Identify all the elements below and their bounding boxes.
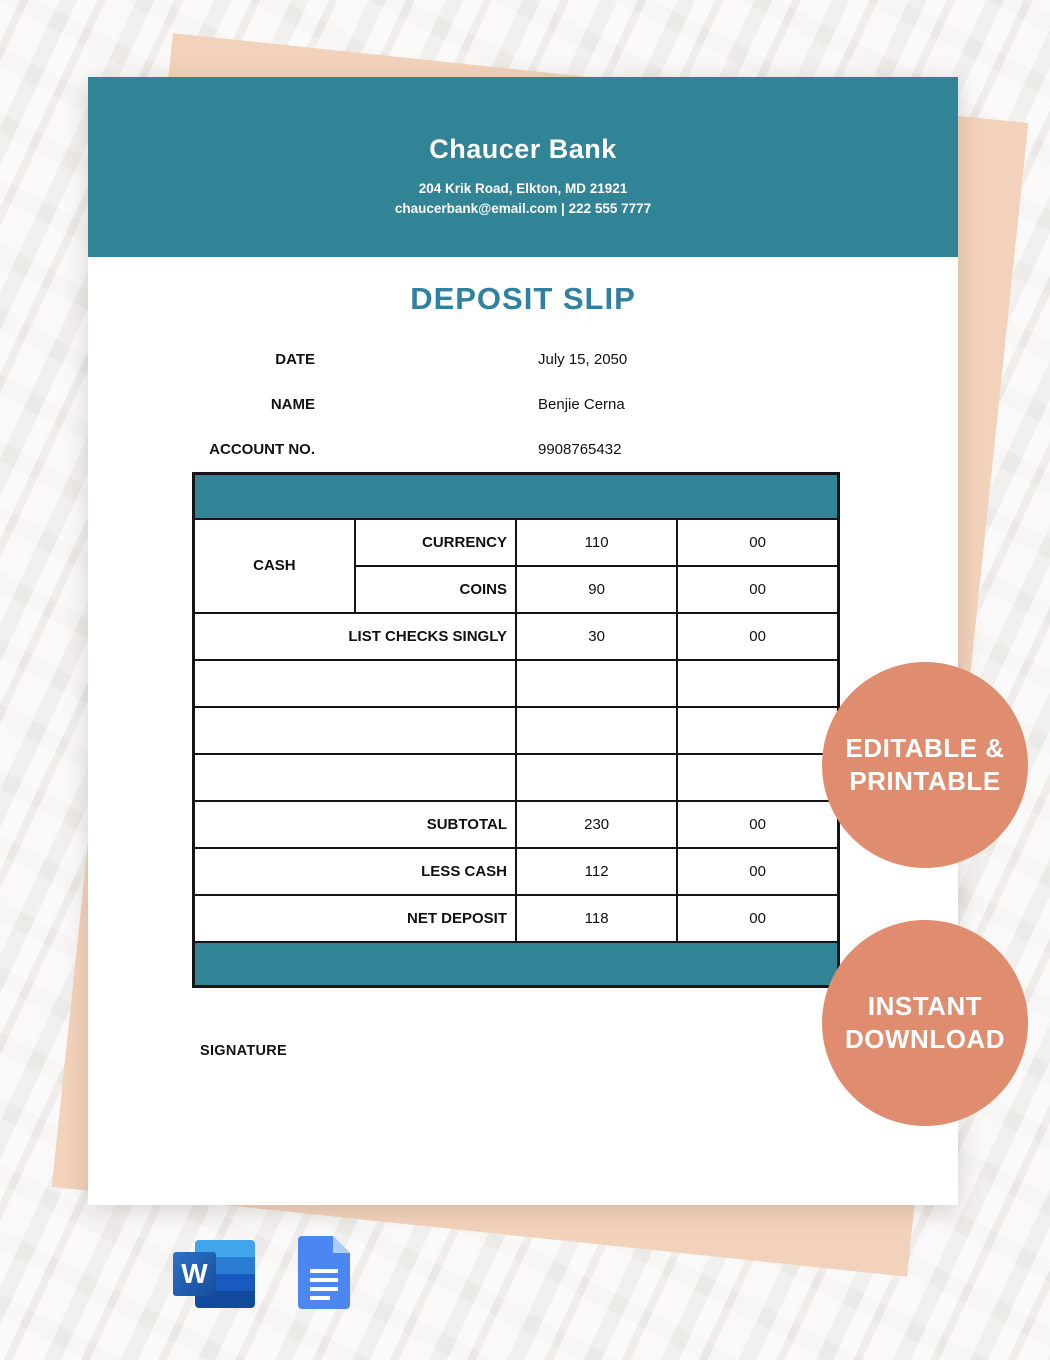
table-row-empty-1: [194, 660, 839, 707]
net-deposit-label-cell: NET DEPOSIT: [194, 895, 517, 942]
date-label: DATE: [275, 351, 315, 368]
account-no-value: 9908765432: [538, 441, 622, 458]
empty-cents-cell: [677, 660, 838, 707]
less-cash-cents-cell: 00: [677, 848, 838, 895]
table-row-net-deposit: [194, 895, 839, 942]
checks-amount-cell: 30: [516, 613, 677, 660]
table-row-less-cash: [194, 848, 839, 895]
instant-download-badge: [822, 920, 1028, 1126]
badge-line: EDITABLE &: [845, 733, 1005, 763]
coins-cents-cell: 00: [677, 566, 838, 613]
google-docs-icon[interactable]: [298, 1236, 350, 1309]
currency-cents-cell: 00: [677, 519, 838, 566]
table-row-subtotal: [194, 801, 839, 848]
field-row-name: [88, 396, 958, 441]
net-deposit-amount-cell: 118: [516, 895, 677, 942]
less-cash-amount-cell: 112: [516, 848, 677, 895]
less-cash-label-cell: LESS CASH: [194, 848, 517, 895]
table-row-checks: [194, 613, 839, 660]
empty-amount-cell: [516, 660, 677, 707]
badge-line: INSTANT: [867, 991, 983, 1021]
empty-amount-cell: [516, 754, 677, 801]
signature-label: SIGNATURE: [200, 1043, 288, 1059]
empty-label-cell: [194, 707, 517, 754]
fields-block: [88, 351, 958, 486]
word-letter-square: W: [173, 1252, 216, 1296]
page-title: DEPOSIT SLIP: [410, 281, 636, 316]
empty-label-cell: [194, 660, 517, 707]
table-row-currency: [194, 519, 839, 566]
empty-label-cell: [194, 754, 517, 801]
net-deposit-cents-cell: 00: [677, 895, 838, 942]
empty-cents-cell: [677, 707, 838, 754]
badge-line: PRINTABLE: [849, 766, 1001, 796]
account-no-label: ACCOUNT NO.: [209, 441, 315, 458]
deposit-table: [192, 472, 840, 988]
ms-word-icon[interactable]: [173, 1240, 255, 1308]
badge-line: DOWNLOAD: [845, 1024, 1005, 1054]
empty-amount-cell: [516, 707, 677, 754]
empty-cents-cell: [677, 754, 838, 801]
coins-label-cell: COINS: [355, 566, 516, 613]
table-row-empty-2: [194, 707, 839, 754]
docs-text-lines: [310, 1269, 338, 1305]
teal-footer-band: [194, 942, 839, 987]
table-row-empty-3: [194, 754, 839, 801]
currency-label-cell: CURRENCY: [355, 519, 516, 566]
table-header-band-row: [194, 474, 839, 519]
bank-address: 204 Krik Road, Elkton, MD 21921: [418, 180, 628, 196]
name-label: NAME: [270, 396, 315, 413]
cash-label-cell: CASH: [194, 519, 355, 613]
subtotal-cents-cell: 00: [677, 801, 838, 848]
name-value: Benjie Cerna: [538, 396, 625, 413]
checks-cents-cell: 00: [677, 613, 838, 660]
subtotal-label-cell: SUBTOTAL: [194, 801, 517, 848]
subtotal-amount-cell: 230: [516, 801, 677, 848]
teal-header-band: [194, 474, 839, 519]
bank-name: Chaucer Bank: [429, 133, 617, 164]
docs-fold-corner: [333, 1236, 350, 1253]
checks-label-cell: LIST CHECKS SINGLY: [194, 613, 517, 660]
table-footer-band-row: [194, 942, 839, 987]
date-value: July 15, 2050: [538, 351, 628, 368]
bank-contact: chaucerbank@email.com | 222 555 7777: [394, 200, 652, 216]
field-row-date: [88, 351, 958, 396]
currency-amount-cell: 110: [516, 519, 677, 566]
editable-printable-badge: [822, 662, 1028, 868]
coins-amount-cell: 90: [516, 566, 677, 613]
bank-header-band: [88, 77, 958, 257]
